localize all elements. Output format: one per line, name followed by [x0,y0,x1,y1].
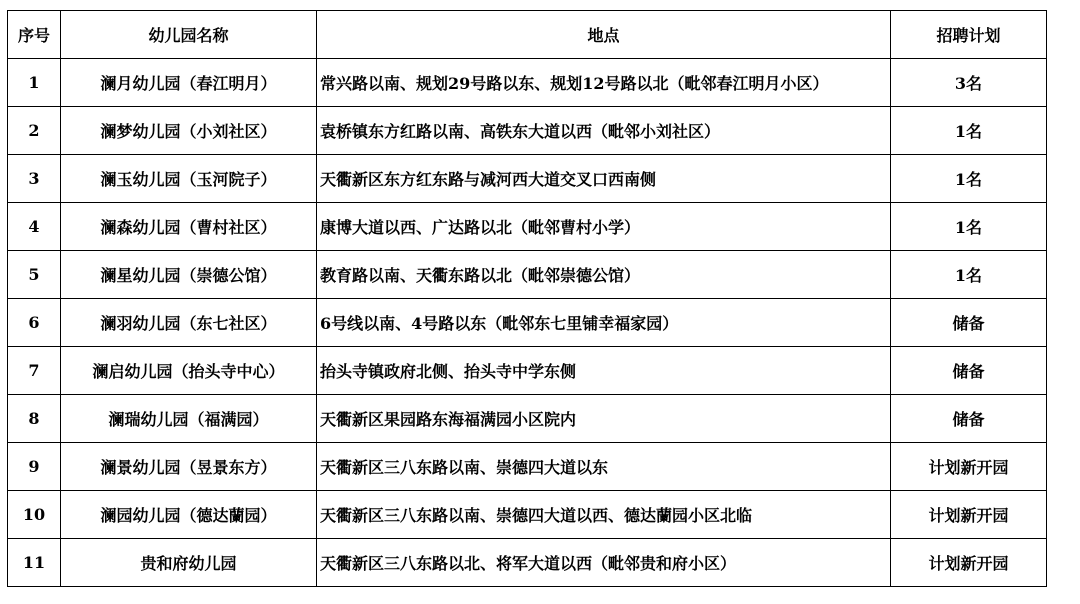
cell-num: 6 [8,299,61,347]
cell-location: 6号线以南、4号路以东（毗邻东七里铺幸福家园） [317,299,891,347]
cell-name: 澜景幼儿园（昱景东方） [61,443,317,491]
cell-plan: 1名 [891,155,1047,203]
header-num: 序号 [8,11,61,59]
table-header-row [8,11,1047,59]
cell-name: 澜月幼儿园（春江明月） [61,59,317,107]
cell-name: 澜园幼儿园（德达蘭园） [61,491,317,539]
cell-num: 8 [8,395,61,443]
cell-num: 10 [8,491,61,539]
cell-location: 常兴路以南、规划29号路以东、规划12号路以北（毗邻春江明月小区） [317,59,891,107]
cell-plan: 3名 [891,59,1047,107]
cell-num: 9 [8,443,61,491]
cell-name: 澜梦幼儿园（小刘社区） [61,107,317,155]
cell-location: 康博大道以西、广达路以北（毗邻曹村小学） [317,203,891,251]
cell-num: 4 [8,203,61,251]
cell-name: 澜启幼儿园（抬头寺中心） [61,347,317,395]
cell-location: 天衢新区三八东路以北、将军大道以西（毗邻贵和府小区） [317,539,891,587]
cell-location: 教育路以南、天衢东路以北（毗邻崇德公馆） [317,251,891,299]
cell-location: 袁桥镇东方红路以南、高铁东大道以西（毗邻小刘社区） [317,107,891,155]
cell-name: 贵和府幼儿园 [61,539,317,587]
cell-plan: 储备 [891,299,1047,347]
cell-num: 2 [8,107,61,155]
table-row [8,251,1047,299]
cell-name: 澜羽幼儿园（东七社区） [61,299,317,347]
cell-name: 澜森幼儿园（曹村社区） [61,203,317,251]
kindergarten-recruitment-table [7,10,1047,587]
cell-plan: 计划新开园 [891,491,1047,539]
cell-num: 7 [8,347,61,395]
cell-location: 天衢新区三八东路以南、崇德四大道以西、德达蘭园小区北临 [317,491,891,539]
cell-num: 11 [8,539,61,587]
table-row [8,155,1047,203]
table-row [8,491,1047,539]
table-row [8,347,1047,395]
header-location: 地点 [317,11,891,59]
cell-plan: 1名 [891,251,1047,299]
table-row [8,107,1047,155]
cell-num: 1 [8,59,61,107]
table-row [8,299,1047,347]
cell-name: 澜瑞幼儿园（福满园） [61,395,317,443]
cell-num: 5 [8,251,61,299]
table-row [8,443,1047,491]
cell-num: 3 [8,155,61,203]
cell-plan: 计划新开园 [891,539,1047,587]
table-row [8,539,1047,587]
header-name: 幼儿园名称 [61,11,317,59]
cell-plan: 储备 [891,347,1047,395]
cell-name: 澜玉幼儿园（玉河院子） [61,155,317,203]
cell-location: 天衢新区果园路东海福满园小区院内 [317,395,891,443]
cell-name: 澜星幼儿园（崇德公馆） [61,251,317,299]
cell-plan: 1名 [891,107,1047,155]
table-row [8,395,1047,443]
cell-plan: 计划新开园 [891,443,1047,491]
header-plan: 招聘计划 [891,11,1047,59]
table-row [8,203,1047,251]
cell-plan: 储备 [891,395,1047,443]
table-row [8,59,1047,107]
cell-location: 抬头寺镇政府北侧、抬头寺中学东侧 [317,347,891,395]
cell-location: 天衢新区三八东路以南、崇德四大道以东 [317,443,891,491]
cell-location: 天衢新区东方红东路与减河西大道交叉口西南侧 [317,155,891,203]
table-body [8,11,1047,587]
cell-plan: 1名 [891,203,1047,251]
